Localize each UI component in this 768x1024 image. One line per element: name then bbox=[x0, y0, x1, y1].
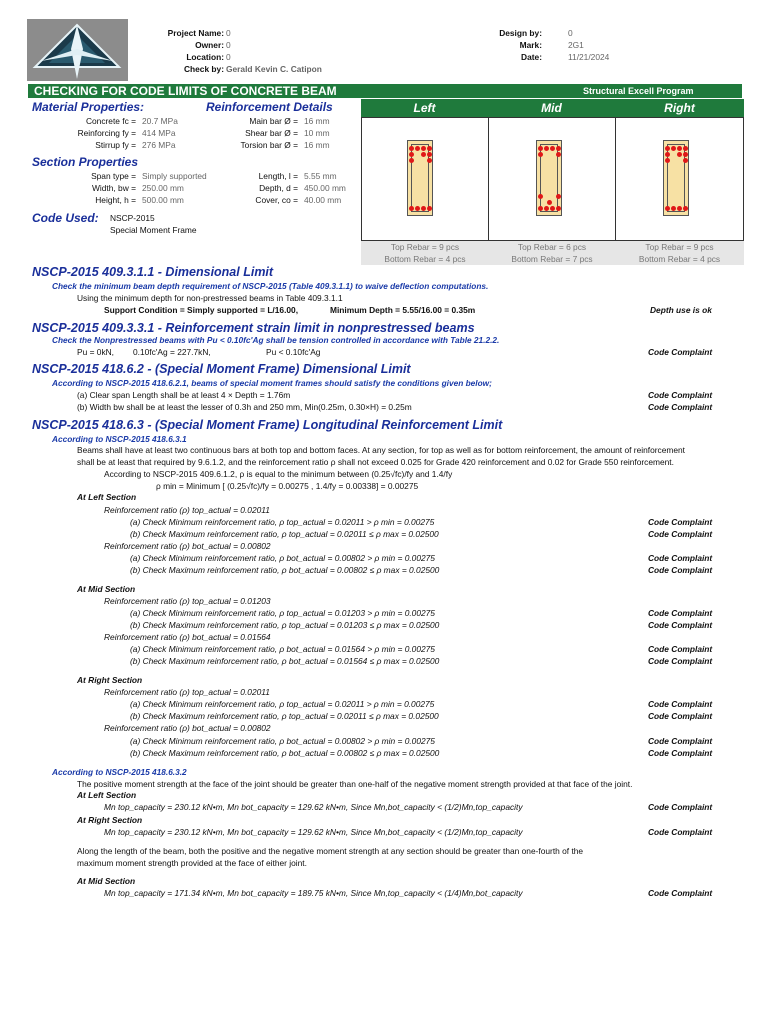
torsion-bar-label: Torsion bar Ø = bbox=[240, 140, 298, 150]
s4-right-top-max: (b) Check Maximum reinforcement ratio, ρ top_actual = 0.02011 ≤ ρ max = 0.02500 bbox=[130, 711, 439, 721]
span-value: Simply supported bbox=[142, 171, 207, 181]
s5-left-title: At Left Section bbox=[77, 790, 137, 800]
program-name: Structural Excell Program bbox=[583, 86, 694, 96]
s4-title: NSCP-2015 418.6.3 - (Special Moment Frame) Longitudinal Reinforcement Limit bbox=[32, 418, 503, 432]
company-logo bbox=[27, 19, 128, 81]
s4-right-top-ratio: Reinforcement ratio (ρ) top_actual = 0.02011 bbox=[104, 687, 270, 697]
s4-mid-top-ratio: Reinforcement ratio (ρ) top_actual = 0.01203 bbox=[104, 596, 271, 606]
height-label: Height, h = bbox=[95, 195, 136, 205]
length-label: Length, l = bbox=[258, 171, 298, 181]
s4-mid-bot-min: (a) Check Minimum reinforcement ratio, ρ bot_actual = 0.01564 > ρ min = 0.00275 bbox=[130, 644, 435, 654]
fys-value: 276 MPa bbox=[142, 140, 176, 150]
owner-label: Owner: bbox=[195, 40, 224, 50]
s4-right-bot-min-status: Code Complaint bbox=[648, 736, 713, 746]
s4-mid-top-max: (b) Check Maximum reinforcement ratio, ρ top_actual = 0.01203 ≤ ρ max = 0.02500 bbox=[130, 620, 440, 630]
location-label: Location: bbox=[186, 52, 224, 62]
s4-subtitle: According to NSCP-2015 418.6.3.1 bbox=[52, 434, 187, 444]
depth-label: Depth, d = bbox=[259, 183, 298, 193]
code-name: NSCP-2015 bbox=[110, 213, 155, 223]
s5-left-line: Mn top_capacity = 230.12 kN•m, Mn bot_capacity = 129.62 kN•m, Since Mn,bot_capacity < (1/2)Mn,top_capacity bbox=[104, 802, 523, 812]
s1-status: Depth use is ok bbox=[650, 305, 712, 315]
project-name-label: Project Name: bbox=[167, 28, 224, 38]
date-label: Date: bbox=[521, 52, 542, 62]
s5-para-1: The positive moment strength at the face of the joint should be greater than one-half of the negative moment strength provided at that face of the joint. bbox=[77, 779, 633, 789]
s4-right-bot-max-status: Code Complaint bbox=[648, 748, 713, 758]
mark-label: Mark: bbox=[519, 40, 542, 50]
s4-left-top-min: (a) Check Minimum reinforcement ratio, ρ top_actual = 0.02011 > ρ min = 0.00275 bbox=[130, 517, 435, 527]
s4-left-top-min-status: Code Complaint bbox=[648, 517, 713, 527]
s3-status-a: Code Complaint bbox=[648, 390, 713, 400]
s4-para-1: Beams shall have at least two continuous bars at both top and bottom faces. At any section, for top as well as for bottom reinforcement, the amount of reinforcement bbox=[77, 445, 685, 455]
page-title: CHECKING FOR CODE LIMITS OF CONCRETE BEAM bbox=[34, 84, 337, 98]
bottom-rebar-mid: Bottom Rebar = 7 pcs bbox=[488, 253, 616, 265]
section-cell-left bbox=[361, 117, 489, 241]
main-bar-value: 16 mm bbox=[304, 116, 330, 126]
depth-value: 450.00 mm bbox=[304, 183, 346, 193]
fc-label: Concrete fc = bbox=[85, 116, 136, 126]
s3-condition-b: (b) Width bw shall be at least the lesser of 0.3h and 250 mm, Min(0.25m, 0.30×H) = 0.25m bbox=[77, 402, 412, 412]
s4-para-2: shall be at least that required by 9.6.1.2, and the reinforcement ratio ρ shall not exceed 0.025 for Grade 420 reinforcement and 0.02 for Grade 550 reinforcement. bbox=[77, 457, 674, 467]
material-heading: Material Properties: bbox=[32, 100, 145, 114]
s4-right-bot-ratio: Reinforcement ratio (ρ) bot_actual = 0.00802 bbox=[104, 723, 271, 733]
section-cell-right bbox=[615, 117, 744, 241]
bottom-rebar-left: Bottom Rebar = 4 pcs bbox=[361, 253, 489, 265]
check-by-value: Gerald Kevin C. Catipon bbox=[226, 64, 322, 74]
location-value: 0 bbox=[226, 52, 231, 62]
design-by-label: Design by: bbox=[499, 28, 542, 38]
s4-mid-bot-max-status: Code Complaint bbox=[648, 656, 713, 666]
top-rebar-right: Top Rebar = 9 pcs bbox=[615, 241, 744, 253]
s4-right-title: At Right Section bbox=[77, 675, 143, 685]
s4-right-top-min: (a) Check Minimum reinforcement ratio, ρ top_actual = 0.02011 > ρ min = 0.00275 bbox=[130, 699, 435, 709]
s5-mid-line: Mn top_capacity = 171.34 kN•m, Mn bot_capacity = 189.75 kN•m, Since Mn,top_capacity < (1/4)Mn,bot_capacity bbox=[104, 888, 523, 898]
top-rebar-mid: Top Rebar = 6 pcs bbox=[488, 241, 616, 253]
width-value: 250.00 mm bbox=[142, 183, 184, 193]
s4-right-top-min-status: Code Complaint bbox=[648, 699, 713, 709]
top-rebar-left: Top Rebar = 9 pcs bbox=[361, 241, 489, 253]
s4-left-top-max-status: Code Complaint bbox=[648, 529, 713, 539]
mark-value: 2G1 bbox=[568, 40, 584, 50]
s4-para-3: According to NSCP-2015 409.6.1.2, ρ is equal to the minimum between (0.25√fc)/fy and 1.4/fy bbox=[104, 469, 453, 479]
reinforcement-heading: Reinforcement Details bbox=[206, 100, 333, 114]
bottom-rebar-right: Bottom Rebar = 4 pcs bbox=[615, 253, 744, 265]
length-value: 5.55 mm bbox=[304, 171, 337, 181]
width-label: Width, bw = bbox=[92, 183, 136, 193]
s4-mid-top-min-status: Code Complaint bbox=[648, 608, 713, 618]
s4-right-top-max-status: Code Complaint bbox=[648, 711, 713, 721]
shear-bar-value: 10 mm bbox=[304, 128, 330, 138]
s4-left-top-max: (b) Check Maximum reinforcement ratio, ρ top_actual = 0.02011 ≤ ρ max = 0.02500 bbox=[130, 529, 439, 539]
s3-subtitle: According to NSCP-2015 418.6.2.1, beams of special moment frames should satisfy the conditions given below; bbox=[52, 378, 492, 388]
s4-left-bot-ratio: Reinforcement ratio (ρ) bot_actual = 0.00802 bbox=[104, 541, 271, 551]
owner-value: 0 bbox=[226, 40, 231, 50]
s2-condition: Pu < 0.10fc'Ag bbox=[266, 347, 321, 357]
s4-left-bot-max-status: Code Complaint bbox=[648, 565, 713, 575]
s5-mid-title: At Mid Section bbox=[77, 876, 136, 886]
fc-value: 20.7 MPa bbox=[142, 116, 178, 126]
s4-mid-top-min: (a) Check Minimum reinforcement ratio, ρ top_actual = 0.01203 > ρ min = 0.00275 bbox=[130, 608, 435, 618]
s3-title: NSCP-2015 418.6.2 - (Special Moment Frame) Dimensional Limit bbox=[32, 362, 411, 376]
s5-para-3: maximum moment strength provided at the face of either joint. bbox=[77, 858, 307, 868]
section-heading: Section Properties bbox=[32, 155, 139, 169]
s4-left-top-ratio: Reinforcement ratio (ρ) top_actual = 0.02011 bbox=[104, 505, 270, 515]
section-cell-mid bbox=[488, 117, 616, 241]
s4-rho-min: ρ min = Minimum [ (0.25√fc)/fy = 0.00275 , 1.4/fy = 0.00338] = 0.00275 bbox=[156, 481, 419, 491]
s2-pu: Pu = 0kN, bbox=[77, 347, 115, 357]
height-value: 500.00 mm bbox=[142, 195, 184, 205]
check-by-label: Check by: bbox=[183, 64, 224, 74]
s4-left-bot-max: (b) Check Maximum reinforcement ratio, ρ bot_actual = 0.00802 ≤ ρ max = 0.02500 bbox=[130, 565, 440, 575]
s4-left-title: At Left Section bbox=[77, 492, 137, 502]
date-value: 11/21/2024 bbox=[568, 52, 610, 62]
s5-right-line: Mn top_capacity = 230.12 kN•m, Mn bot_capacity = 129.62 kN•m, Since Mn,bot_capacity < (1/2)Mn,top_capacity bbox=[104, 827, 523, 837]
s1-subtitle: Check the minimum beam depth requirement of NSCP-2015 (Table 409.3.1.1) to waive deflection computations. bbox=[52, 281, 489, 291]
code-heading: Code Used: bbox=[32, 211, 99, 225]
s4-mid-bot-min-status: Code Complaint bbox=[648, 644, 713, 654]
cover-label: Cover, co = bbox=[255, 195, 298, 205]
shear-bar-label: Shear bar Ø = bbox=[245, 128, 298, 138]
s4-right-bot-max: (b) Check Maximum reinforcement ratio, ρ bot_actual = 0.00802 ≤ ρ max = 0.02500 bbox=[130, 748, 440, 758]
main-bar-label: Main bar Ø = bbox=[249, 116, 298, 126]
s4-left-bot-min: (a) Check Minimum reinforcement ratio, ρ bot_actual = 0.00802 > ρ min = 0.00275 bbox=[130, 553, 435, 563]
s1-support-condition: Support Condition = Simply supported = L/16.00, bbox=[104, 305, 299, 315]
code-frame-type: Special Moment Frame bbox=[110, 225, 197, 235]
s1-title: NSCP-2015 409.3.1.1 - Dimensional Limit bbox=[32, 265, 274, 279]
s4-left-bot-min-status: Code Complaint bbox=[648, 553, 713, 563]
s4-right-bot-min: (a) Check Minimum reinforcement ratio, ρ bot_actual = 0.00802 > ρ min = 0.00275 bbox=[130, 736, 435, 746]
s4-mid-bot-ratio: Reinforcement ratio (ρ) bot_actual = 0.01564 bbox=[104, 632, 271, 642]
s1-line1: Using the minimum depth for non-prestressed beams in Table 409.3.1.1 bbox=[77, 293, 343, 303]
span-label: Span type = bbox=[91, 171, 136, 181]
torsion-bar-value: 16 mm bbox=[304, 140, 330, 150]
s2-subtitle: Check the Nonprestressed beams with Pu < 0.10fc'Ag shall be tension controlled in accordance with Table 21.2.2. bbox=[52, 335, 500, 345]
project-name-value: 0 bbox=[226, 28, 231, 38]
col-head-right: Right bbox=[615, 99, 744, 117]
s5-left-status: Code Complaint bbox=[648, 802, 713, 812]
s4-mid-title: At Mid Section bbox=[77, 584, 136, 594]
s5-right-status: Code Complaint bbox=[648, 827, 713, 837]
s3-status-b: Code Complaint bbox=[648, 402, 713, 412]
s5-mid-status: Code Complaint bbox=[648, 888, 713, 898]
s1-minimum-depth: Minimum Depth = 5.55/16.00 = 0.35m bbox=[330, 305, 476, 315]
s3-condition-a: (a) Clear span Length shall be at least 4 × Depth = 1.76m bbox=[77, 390, 291, 400]
fy-label: Reinforcing fy = bbox=[77, 128, 136, 138]
s5-right-title: At Right Section bbox=[77, 815, 143, 825]
fys-label: Stirrup fy = bbox=[95, 140, 136, 150]
design-by-value: 0 bbox=[568, 28, 573, 38]
s4-mid-top-max-status: Code Complaint bbox=[648, 620, 713, 630]
s4-mid-bot-max: (b) Check Maximum reinforcement ratio, ρ bot_actual = 0.01564 ≤ ρ max = 0.02500 bbox=[130, 656, 440, 666]
cover-value: 40.00 mm bbox=[304, 195, 342, 205]
s2-capacity: 0.10fc'Ag = 227.7kN, bbox=[133, 347, 211, 357]
s2-title: NSCP-2015 409.3.3.1 - Reinforcement strain limit in nonprestressed beams bbox=[32, 321, 475, 335]
col-head-mid: Mid bbox=[488, 99, 615, 117]
s5-subtitle: According to NSCP-2015 418.6.3.2 bbox=[52, 767, 187, 777]
col-head-left: Left bbox=[361, 99, 488, 117]
fy-value: 414 MPa bbox=[142, 128, 176, 138]
s2-status: Code Complaint bbox=[648, 347, 713, 357]
s5-para-2: Along the length of the beam, both the positive and the negative moment strength at any section should be greater than one-fourth of the bbox=[77, 846, 584, 856]
